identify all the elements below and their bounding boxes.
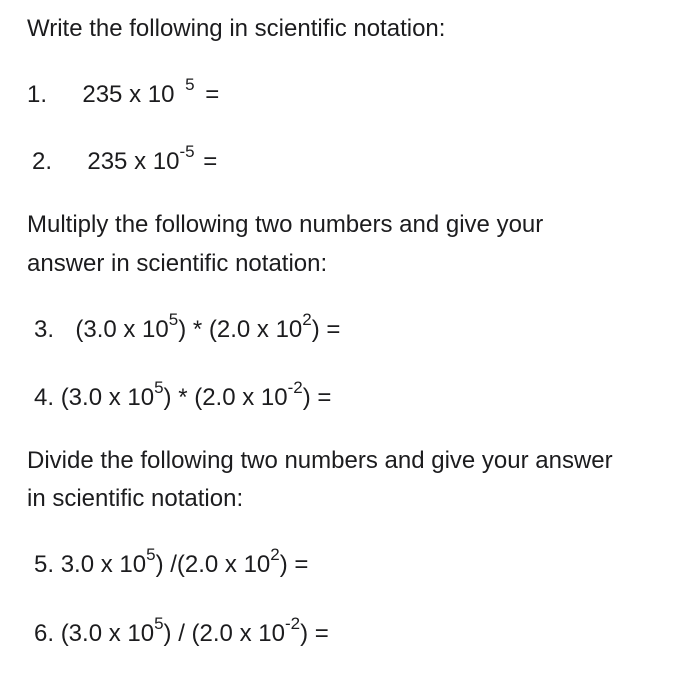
section-2-heading-line-1: Multiply the following two numbers and give your xyxy=(27,211,544,238)
exponent-1: 5 xyxy=(168,310,179,329)
problem-number: 4. xyxy=(34,384,55,411)
expression-part-3: ) = xyxy=(302,384,332,411)
exponent-1: 5 xyxy=(154,378,164,397)
expression-part-1: (3.0 x 10 xyxy=(75,316,169,343)
problem-5 xyxy=(34,545,309,580)
problem-4 xyxy=(34,378,332,413)
problem-number: 2. xyxy=(32,148,53,175)
expression-part-3: ) = xyxy=(300,620,329,647)
problem-6 xyxy=(34,614,329,649)
problem-number: 1. xyxy=(27,81,48,108)
problem-2 xyxy=(32,142,218,177)
equals-sign: = xyxy=(205,81,220,108)
exponent-2: -2 xyxy=(284,614,301,633)
problem-expression: 235 x 10 xyxy=(87,148,180,175)
problem-1 xyxy=(27,75,220,110)
expression-part-2: ) * (2.0 x 10 xyxy=(163,384,288,411)
section-2-heading-line-2: answer in scientific notation: xyxy=(27,250,328,277)
section-1-heading: Write the following in scientific notation: xyxy=(27,15,446,42)
problem-number: 6. xyxy=(34,620,55,647)
problem-number: 5. xyxy=(34,551,55,578)
expression-part-2: ) / (2.0 x 10 xyxy=(163,620,285,647)
section-3-heading-line-1: Divide the following two numbers and give your answer xyxy=(27,447,613,474)
exponent-1: 5 xyxy=(146,545,156,564)
exponent: -5 xyxy=(179,142,195,161)
section-3-heading-line-2: in scientific notation: xyxy=(27,485,244,512)
equals-sign: = xyxy=(203,148,218,175)
expression-part-2: ) * (2.0 x 10 xyxy=(178,316,303,343)
problem-number: 3. xyxy=(34,316,55,343)
expression-part-3: ) = xyxy=(311,316,341,343)
expression-part-1: 3.0 x 10 xyxy=(60,551,147,578)
problem-expression: 235 x 10 xyxy=(82,81,175,108)
exponent-1: 5 xyxy=(154,614,164,633)
expression-part-1: (3.0 x 10 xyxy=(60,620,155,647)
expression-part-2: ) /(2.0 x 10 xyxy=(155,551,271,578)
exponent: 5 xyxy=(185,75,195,94)
exponent-2: 2 xyxy=(302,310,312,329)
exponent-2: -2 xyxy=(287,378,303,397)
problem-3 xyxy=(34,310,341,345)
expression-part-3: ) = xyxy=(279,551,309,578)
expression-part-1: (3.0 x 10 xyxy=(60,384,155,411)
exponent-2: 2 xyxy=(270,545,280,564)
